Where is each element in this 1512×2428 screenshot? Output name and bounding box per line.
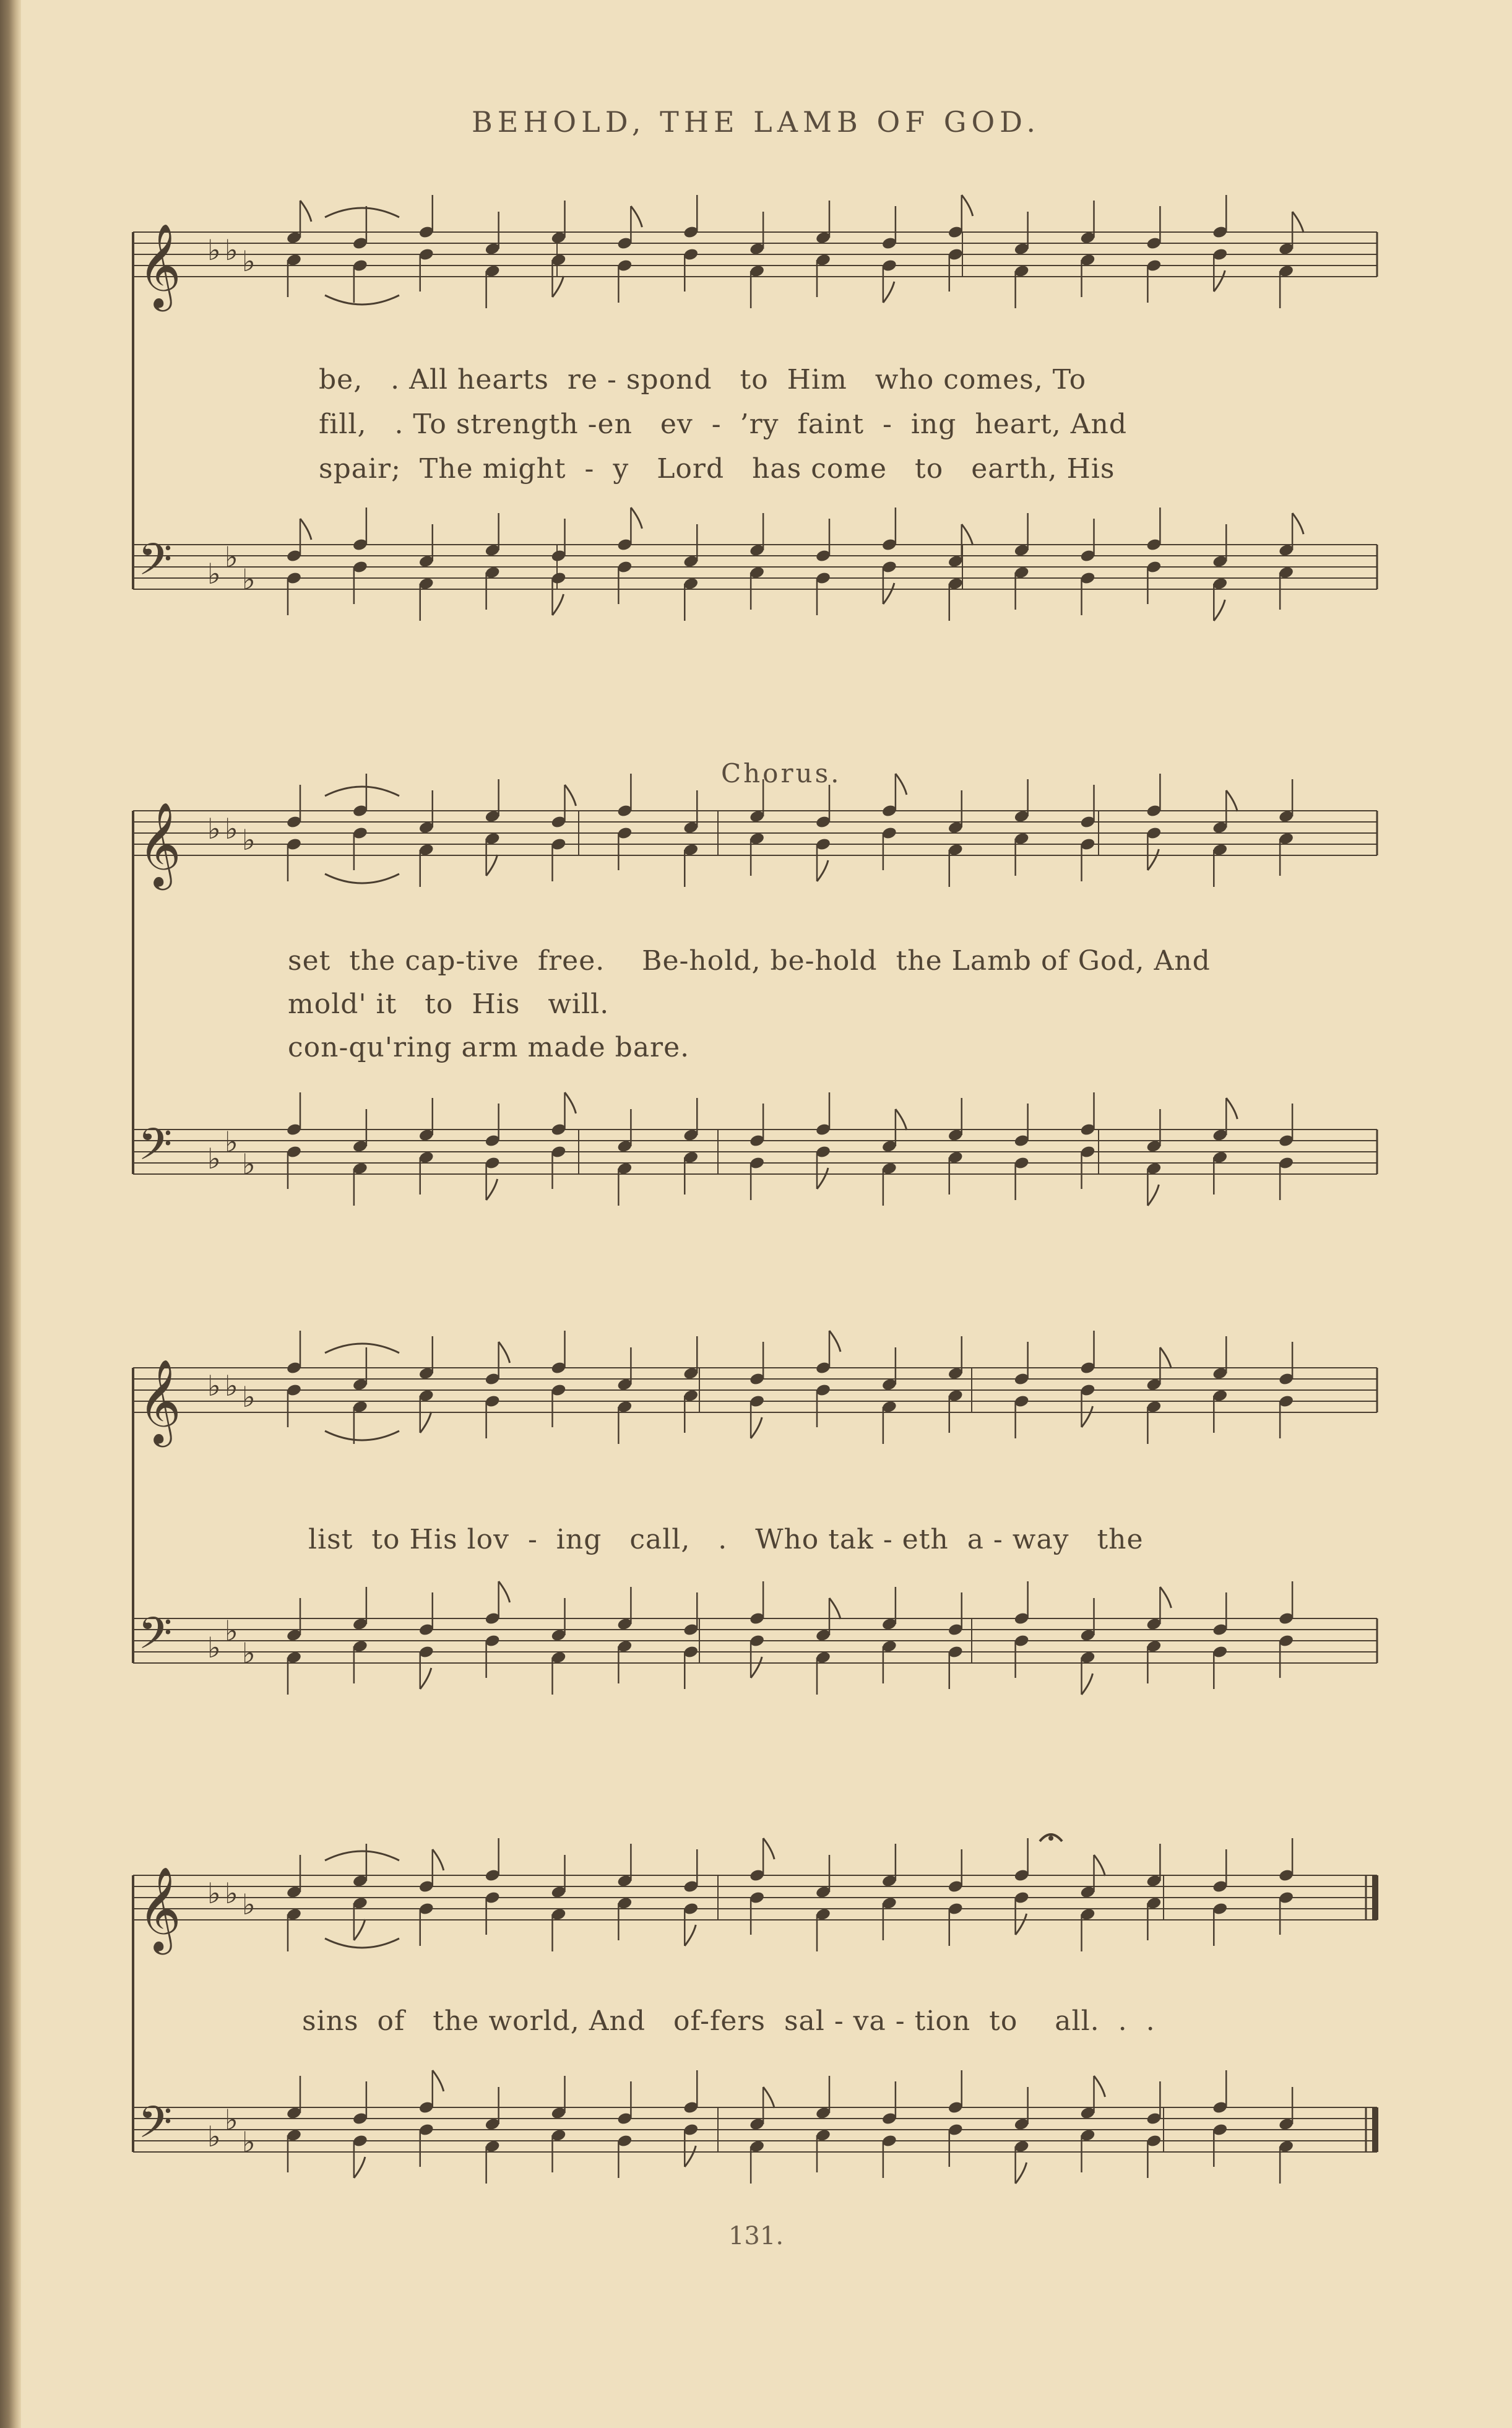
flat-sign: ♭ [225, 2103, 238, 2136]
note-flag [1292, 513, 1303, 534]
note-flag [685, 2146, 696, 2167]
note-flag [1082, 1674, 1093, 1695]
flat-sign: ♭ [225, 233, 238, 267]
note-flag [763, 2087, 774, 2108]
note-flag [817, 860, 828, 881]
final-barline [1372, 2107, 1378, 2152]
note-flag [433, 1849, 444, 1870]
bass-clef-icon: 𝄢 [138, 534, 173, 596]
tie [325, 1938, 399, 1948]
page-number: 131. [728, 2222, 784, 2250]
note-flag [631, 206, 642, 227]
note-flag [300, 519, 311, 540]
flat-sign: ♭ [207, 1369, 221, 1402]
note-flag [896, 1109, 907, 1130]
note-flag [433, 2070, 444, 2091]
note-flag [499, 1342, 510, 1363]
note-flag [1082, 1406, 1093, 1427]
flat-sign: ♭ [207, 557, 221, 590]
note-flag [499, 1581, 510, 1602]
flat-sign: ♭ [242, 1888, 256, 1921]
treble-clef-icon: 𝄞 [138, 222, 181, 308]
tie [325, 1431, 399, 1440]
note-flag [829, 1331, 840, 1352]
lyric-line: mold' it to His will. [288, 988, 610, 1020]
bass-clef-icon: 𝄢 [138, 2097, 173, 2159]
note-flag [354, 2157, 365, 2178]
flat-sign: ♭ [242, 2125, 256, 2159]
note-flag [631, 508, 642, 529]
final-barline [1372, 1875, 1378, 1920]
lyric-line: set the cap-tive free. Be-hold, be-hold the Lamb of God, And [288, 945, 1211, 977]
note-flag [883, 282, 894, 303]
flat-sign: ♭ [207, 1142, 221, 1175]
note-flag [962, 195, 973, 216]
flat-sign: ♭ [225, 540, 238, 574]
note-flag [1160, 1587, 1171, 1608]
note-flag [685, 1925, 696, 1946]
note-flag [1160, 1347, 1171, 1368]
flat-sign: ♭ [225, 1369, 238, 1402]
note-flag [1292, 212, 1303, 233]
flat-sign: ♭ [207, 1877, 221, 1910]
note-flag [1094, 1855, 1105, 1876]
note-flag [486, 855, 498, 876]
lyric-line: fill, . To strength -en ev - ’ry faint - ing heart, And [319, 408, 1127, 440]
flat-sign: ♭ [242, 563, 256, 596]
flat-sign: ♭ [242, 1147, 256, 1181]
chorus-label: Chorus. [721, 758, 842, 788]
note-flag [420, 1412, 431, 1433]
note-flag [1094, 2076, 1105, 2097]
note-flag [1147, 849, 1159, 870]
fermata-icon [1048, 1836, 1053, 1841]
tie [325, 1851, 399, 1860]
tie [325, 295, 399, 305]
treble-clef-icon: 𝄞 [138, 1358, 181, 1443]
note-flag [553, 276, 564, 297]
note-flag [565, 1092, 576, 1113]
note-flag [1016, 2162, 1027, 2184]
note-flag [962, 524, 973, 545]
bass-clef-icon: 𝄢 [138, 1119, 173, 1181]
lyric-line: list to His lov - ing call, . Who tak - eth a - way the [308, 1524, 1144, 1555]
flat-sign: ♭ [225, 812, 238, 845]
flat-sign: ♭ [225, 1614, 238, 1648]
note-flag [1147, 1185, 1159, 1206]
flat-sign: ♭ [207, 1631, 221, 1664]
note-flag [553, 594, 564, 615]
note-flag [420, 1668, 431, 1689]
note-flag [1226, 790, 1237, 811]
tie [325, 208, 399, 217]
note-flag [354, 1919, 365, 1940]
flat-sign: ♭ [207, 812, 221, 845]
bass-clef-icon: 𝄢 [138, 1608, 173, 1670]
flat-sign: ♭ [225, 1125, 238, 1159]
note-flag [1016, 1914, 1027, 1935]
note-flag [817, 1168, 828, 1189]
lyric-line: con-qu'ring arm made bare. [288, 1032, 690, 1063]
note-flag [1226, 1098, 1237, 1119]
note-flag [486, 1179, 498, 1200]
lyric-line: be, . All hearts re - spond to Him who comes, To [319, 364, 1087, 395]
note-flag [896, 774, 907, 795]
note-flag [1214, 270, 1225, 292]
note-flag [763, 1838, 774, 1859]
lyric-line: sins of the world, And of-fers sal - va - tion to all. . . [302, 2005, 1156, 2037]
page-title: BEHOLD, THE LAMB OF GOD. [471, 105, 1041, 139]
note-flag [883, 583, 894, 604]
flat-sign: ♭ [242, 1380, 256, 1414]
flat-sign: ♭ [207, 2120, 221, 2153]
note-flag [300, 201, 311, 222]
flat-sign: ♭ [242, 1636, 256, 1670]
flat-sign: ♭ [207, 233, 221, 267]
lyric-line: spair; The might - y Lord has come to earth, His [319, 453, 1115, 485]
flat-sign: ♭ [242, 244, 256, 278]
note-flag [751, 1657, 762, 1678]
tie [325, 1344, 399, 1353]
tie [325, 874, 399, 883]
flat-sign: ♭ [242, 823, 256, 857]
note-flag [565, 785, 576, 806]
treble-clef-icon: 𝄞 [138, 1865, 181, 1951]
note-flag [829, 1598, 840, 1619]
flat-sign: ♭ [225, 1877, 238, 1910]
treble-clef-icon: 𝄞 [138, 801, 181, 886]
tie [325, 787, 399, 796]
note-flag [751, 1417, 762, 1438]
note-flag [1214, 600, 1225, 621]
